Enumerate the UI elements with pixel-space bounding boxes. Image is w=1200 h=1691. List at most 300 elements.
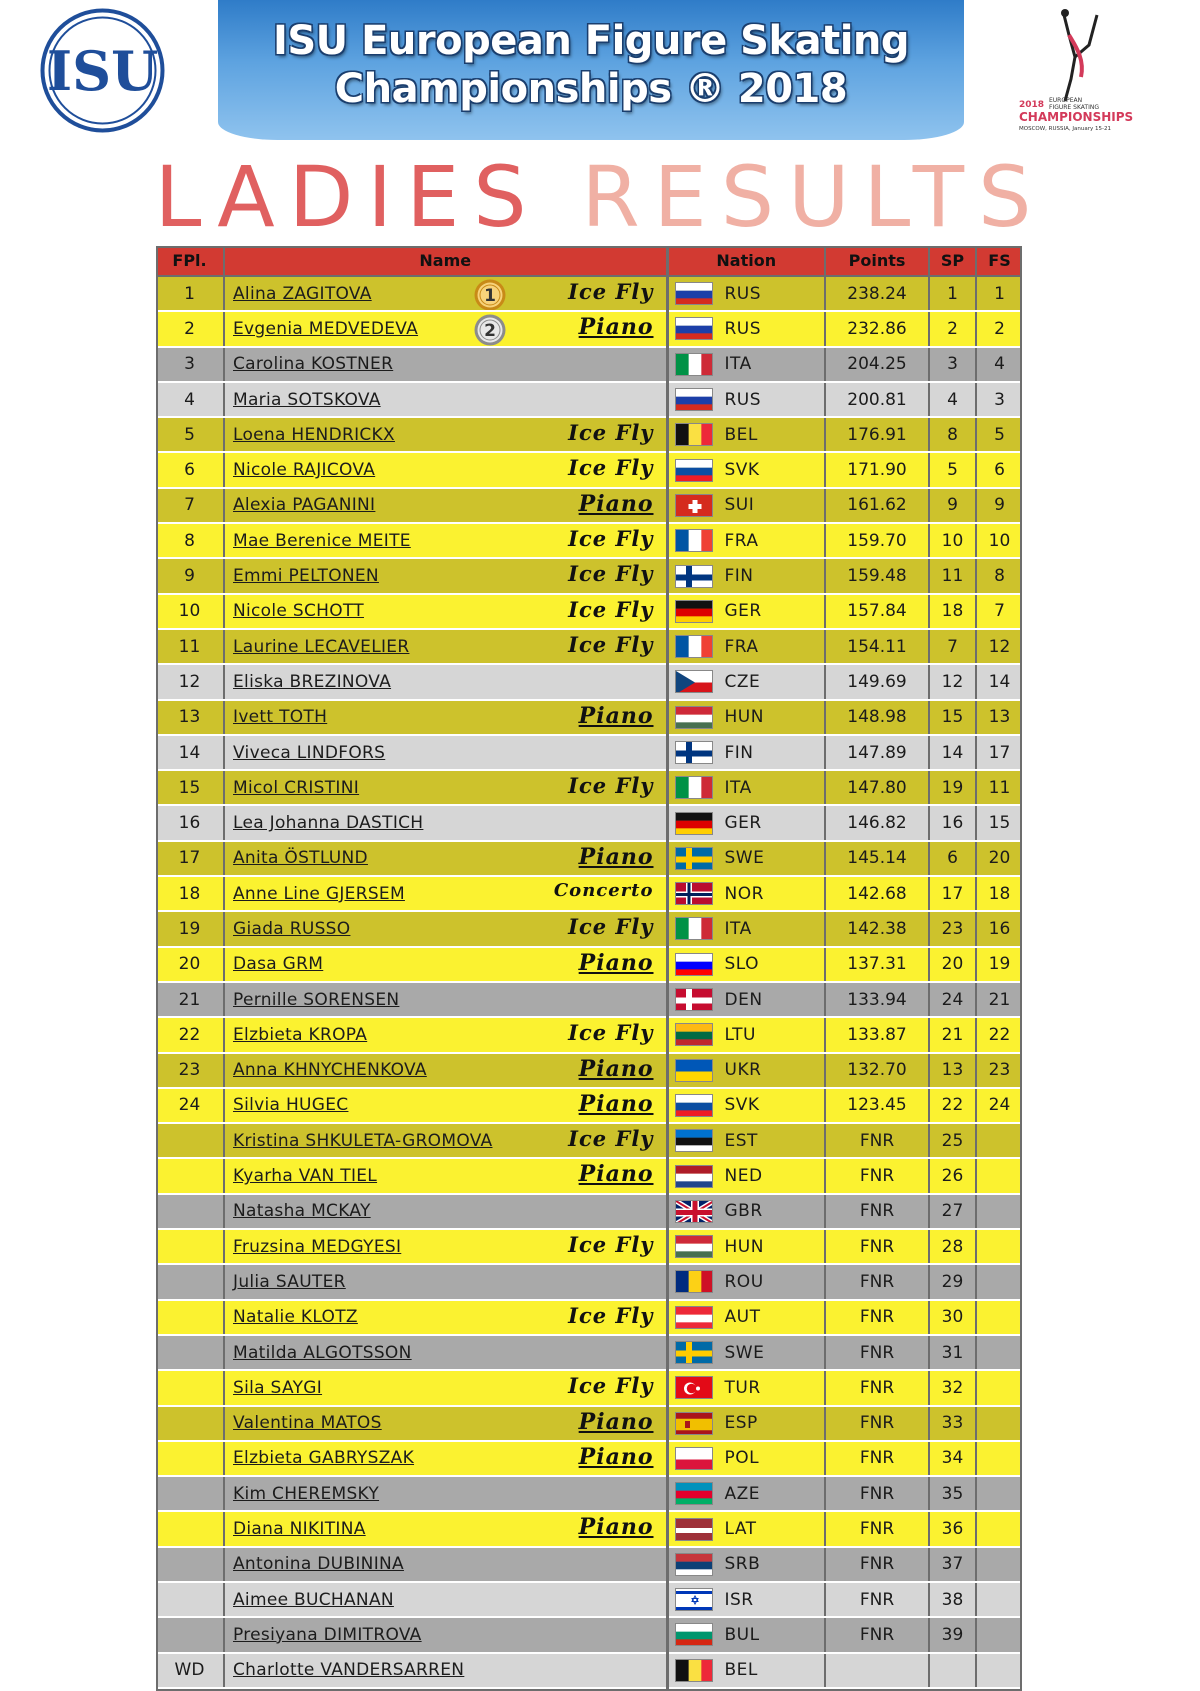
nation-cell [667,876,825,911]
points-cell: FNR [825,1158,929,1193]
header-points: Points [825,246,929,276]
table-row [156,1547,1022,1582]
nation-code: RUS [724,389,762,410]
skater-name-link[interactable]: Diana NIKITINA [233,1519,366,1540]
points-cell: 238.24 [825,276,929,311]
skater-name-link[interactable]: Viveca LINDFORS [233,742,386,763]
nation-code: FIN [724,742,754,763]
skater-name-link[interactable]: Dasa GRM [233,954,324,975]
svg-text:EUROPEAN: EUROPEAN [1049,97,1083,104]
skater-name-link[interactable]: Kim CHEREMSKY [233,1483,380,1504]
place-cell [156,1582,224,1617]
fs-cell [976,1300,1022,1335]
points-cell: 148.98 [825,700,929,735]
svg-text:2: 2 [484,321,496,342]
place-cell: 19 [156,911,224,946]
ger-flag-icon [675,812,713,835]
sp-cell: 17 [929,876,976,911]
sp-cell: 21 [929,1017,976,1052]
place-cell: 20 [156,947,224,982]
skater-name-link[interactable]: Sila SAYGI [233,1377,323,1398]
fin-flag-icon [675,565,713,588]
place-cell [156,1229,224,1264]
fs-cell: 3 [976,382,1022,417]
ned-flag-icon [675,1165,713,1188]
nation-cell [667,805,825,840]
fs-cell: 2 [976,311,1022,346]
place-cell [156,1511,224,1546]
name-cell [224,1617,667,1652]
sponsor-brand: Ice Fly [568,1373,654,1399]
nation-cell [667,1229,825,1264]
fs-cell: 13 [976,700,1022,735]
nation-cell [667,1406,825,1441]
nation-code: NOR [724,883,764,904]
ita-flag-icon [675,353,713,376]
name-cell [224,735,667,770]
name-cell [224,311,667,346]
fs-cell: 9 [976,488,1022,523]
sp-cell: 25 [929,1123,976,1158]
table-row [156,558,1022,593]
fs-cell: 19 [976,947,1022,982]
sp-cell: 11 [929,558,976,593]
nation-code: BEL [724,424,758,445]
nation-code: GER [724,813,762,834]
srb-flag-icon [675,1553,713,1576]
nation-cell [667,770,825,805]
skater-name-link[interactable]: Alexia PAGANINI [233,495,376,516]
skater-name-link[interactable]: Fruzsina MEDGYESI [233,1236,402,1257]
nation-code: UKR [724,1060,762,1081]
skater-name-link[interactable]: Loena HENDRICKX [233,424,395,445]
skater-name-link[interactable]: Anita ÖSTLUND [233,848,368,869]
nation-cell [667,1088,825,1123]
sp-cell: 7 [929,629,976,664]
nation-code: SLO [724,954,760,975]
nation-code: SWE [724,848,765,869]
nation-code: SRB [724,1554,761,1575]
sp-cell: 30 [929,1300,976,1335]
skater-name-link[interactable]: Natalie KLOTZ [233,1307,358,1328]
points-cell: 133.87 [825,1017,929,1052]
sp-cell: 24 [929,982,976,1017]
fs-cell: 11 [976,770,1022,805]
table-row [156,1617,1022,1652]
points-cell: 176.91 [825,417,929,452]
name-cell [224,1476,667,1511]
points-cell: 159.70 [825,523,929,558]
place-cell [156,1194,224,1229]
sponsor-brand: Piano [578,949,654,976]
name-cell [224,664,667,699]
name-cell [224,1017,667,1052]
header-fpl: FPl. [156,246,224,276]
sponsor-brand: Ice Fly [568,1126,654,1152]
sponsor-brand: Ice Fly [568,1232,654,1258]
table-row [156,1017,1022,1052]
fs-cell [976,1441,1022,1476]
points-cell: 204.25 [825,347,929,382]
ita-flag-icon [675,917,713,940]
sponsor-brand: Piano [578,314,654,341]
ita-flag-icon [675,776,713,799]
fs-cell [976,1370,1022,1405]
place-cell: 13 [156,700,224,735]
skater-name-link[interactable]: Mae Berenice MEITE [233,530,411,551]
points-cell: 133.94 [825,982,929,1017]
svg-text:FIGURE SKATING: FIGURE SKATING [1049,104,1099,111]
points-cell: 142.68 [825,876,929,911]
place-cell: 7 [156,488,224,523]
sponsor-brand: Ice Fly [568,1020,654,1046]
skater-name-link[interactable]: Natasha MCKAY [233,1201,371,1222]
header-nation: Nation [667,246,825,276]
nation-cell [667,1370,825,1405]
skater-name-link[interactable]: Carolina KOSTNER [233,354,394,375]
nation-cell [667,382,825,417]
sponsor-brand: Ice Fly [568,914,654,940]
skater-name-link[interactable]: Silvia HUGEC [233,1095,349,1116]
ger-flag-icon [675,600,713,623]
nation-code: DEN [724,989,763,1010]
name-cell [224,1653,667,1688]
name-cell [224,876,667,911]
name-cell [224,1547,667,1582]
name-cell [224,1406,667,1441]
nation-cell [667,311,825,346]
skater-name-link[interactable]: Alina ZAGITOVA [233,283,372,304]
nation-code: LAT [724,1519,757,1540]
skater-name-link[interactable]: Laurine LECAVELIER [233,636,410,657]
skater-name-link[interactable]: Matilda ALGOTSSON [233,1342,412,1363]
name-cell [224,452,667,487]
table-row [156,664,1022,699]
place-cell: 1 [156,276,224,311]
table-row [156,805,1022,840]
slo-flag-icon [675,953,713,976]
sp-cell: 39 [929,1617,976,1652]
svg-text:MOSCOW, RUSSIA, January 15-21: MOSCOW, RUSSIA, January 15-21 [1019,126,1111,132]
fs-cell: 15 [976,805,1022,840]
sp-cell: 8 [929,417,976,452]
nation-code: FRA [724,636,759,657]
name-cell [224,629,667,664]
nation-cell [667,700,825,735]
name-cell [224,1229,667,1264]
name-cell [224,1123,667,1158]
sp-cell: 37 [929,1547,976,1582]
fs-cell [976,1335,1022,1370]
table-header-row [156,246,1022,276]
sponsor-brand: Ice Fly [568,279,654,304]
nation-code: HUN [724,707,764,728]
points-cell: 123.45 [825,1088,929,1123]
header-sp: SP [929,246,976,276]
swe-flag-icon [675,847,713,870]
table-row [156,382,1022,417]
nation-code: LTU [724,1024,756,1045]
place-cell: 14 [156,735,224,770]
nation-cell [667,947,825,982]
points-cell: FNR [825,1582,929,1617]
nation-cell [667,1300,825,1335]
skater-name-link[interactable]: Elzbieta KROPA [233,1024,368,1045]
table-row [156,982,1022,1017]
rus-flag-icon [675,317,713,340]
fs-cell: 5 [976,417,1022,452]
sponsor-brand: Ice Fly [568,773,654,799]
skater-name-link[interactable]: Antonina DUBININA [233,1554,404,1575]
est-flag-icon [675,1129,713,1152]
name-cell [224,594,667,629]
nation-cell [667,1476,825,1511]
name-cell [224,1582,667,1617]
rus-flag-icon [675,388,713,411]
nation-cell [667,594,825,629]
nation-code: TUR [724,1377,761,1398]
points-cell: FNR [825,1547,929,1582]
table-row [156,700,1022,735]
fra-flag-icon [675,529,713,552]
sui-flag-icon [675,494,713,517]
nation-cell [667,558,825,593]
sp-cell: 16 [929,805,976,840]
sp-cell: 36 [929,1511,976,1546]
banner-title-line1: ISU European Figure Skating [272,18,910,64]
nation-code: SUI [724,495,755,516]
nation-cell [667,276,825,311]
swe-flag-icon [675,1341,713,1364]
nation-code: GER [724,601,762,622]
nation-cell [667,417,825,452]
table-row [156,276,1022,311]
hun-flag-icon [675,1235,713,1258]
nation-cell [667,735,825,770]
sp-cell: 22 [929,1088,976,1123]
den-flag-icon [675,988,713,1011]
skater-name-link[interactable]: Micol CRISTINI [233,777,360,798]
ukr-flag-icon [675,1059,713,1082]
sponsor-brand: Ice Fly [568,561,654,587]
skater-name-link[interactable]: Charlotte VANDERSARREN [233,1660,465,1681]
place-cell [156,1158,224,1193]
place-cell [156,1370,224,1405]
sp-cell: 31 [929,1335,976,1370]
skater-name-link[interactable]: Julia SAUTER [233,1271,346,1292]
fra-flag-icon [675,635,713,658]
skater-name-link[interactable]: Lea Johanna DASTICH [233,813,424,834]
nation-code: ESP [724,1413,758,1434]
table-row [156,876,1022,911]
points-cell: 161.62 [825,488,929,523]
hun-flag-icon [675,706,713,729]
nation-code: SWE [724,1342,765,1363]
bel-flag-icon [675,1659,713,1682]
svk-flag-icon [675,459,713,482]
skater-name-link[interactable]: Kristina SHKULETA-GROMOVA [233,1130,493,1151]
name-cell [224,276,667,311]
nation-code: SVK [724,1095,760,1116]
points-cell: FNR [825,1335,929,1370]
nation-cell [667,982,825,1017]
skater-name-link[interactable]: Valentina MATOS [233,1413,382,1434]
points-cell: FNR [825,1406,929,1441]
fs-cell: 21 [976,982,1022,1017]
place-cell: 24 [156,1088,224,1123]
sponsor-brand: Piano [578,1408,654,1435]
skater-name-link[interactable]: Elzbieta GABRYSZAK [233,1448,415,1469]
name-cell [224,1370,667,1405]
points-cell: FNR [825,1511,929,1546]
skater-name-link[interactable]: Emmi PELTONEN [233,566,379,587]
skater-name-link[interactable]: Maria SOTSKOVA [233,389,381,410]
sponsor-brand: Ice Fly [568,1302,654,1328]
nation-code: ITA [724,777,752,798]
tur-flag-icon [675,1376,713,1399]
sponsor-brand: Piano [578,702,654,729]
points-cell: FNR [825,1300,929,1335]
table-row [156,1053,1022,1088]
fin-flag-icon [675,741,713,764]
sp-cell: 2 [929,311,976,346]
rus-flag-icon [675,282,713,305]
name-cell [224,1088,667,1123]
skater-name-link[interactable]: Nicole SCHOTT [233,601,364,622]
skater-name-link[interactable]: Presiyana DIMITROVA [233,1624,422,1645]
skater-name-link[interactable]: Kyarha VAN TIEL [233,1166,378,1187]
bul-flag-icon [675,1623,713,1646]
table-row [156,735,1022,770]
sp-cell: 1 [929,276,976,311]
name-cell [224,1158,667,1193]
points-cell: 200.81 [825,382,929,417]
skater-name-link[interactable]: Eliska BREZINOVA [233,671,392,692]
skater-name-link[interactable]: Anne Line GJERSEM [233,883,405,904]
fs-cell [976,1406,1022,1441]
points-cell: 157.84 [825,594,929,629]
place-cell [156,1264,224,1299]
nation-code: FIN [724,566,754,587]
fs-cell [976,1229,1022,1264]
place-cell: 11 [156,629,224,664]
skater-name-link[interactable]: Anna KHNYCHENKOVA [233,1060,427,1081]
nation-code: RUS [724,283,762,304]
nation-cell [667,1441,825,1476]
table-row [156,947,1022,982]
svg-text:1: 1 [484,286,496,306]
nation-code: ISR [724,1589,754,1610]
sp-cell [929,1653,976,1688]
table-row [156,1300,1022,1335]
sponsor-brand: Piano [578,1090,654,1117]
nation-code: ROU [724,1271,764,1292]
nation-code: FRA [724,530,759,551]
place-cell [156,1406,224,1441]
table-row [156,594,1022,629]
nation-code: BUL [724,1624,760,1645]
nation-cell [667,629,825,664]
sp-cell: 9 [929,488,976,523]
sponsor-brand: Ice Fly [568,631,654,657]
nation-cell [667,1158,825,1193]
nation-cell [667,452,825,487]
sp-cell: 6 [929,841,976,876]
fs-cell [976,1123,1022,1158]
skater-name-link[interactable]: Nicole RAJICOVA [233,460,376,481]
sp-cell: 18 [929,594,976,629]
nation-cell [667,1335,825,1370]
nation-cell [667,523,825,558]
name-cell [224,382,667,417]
sp-cell: 34 [929,1441,976,1476]
nation-cell [667,911,825,946]
place-cell: 4 [156,382,224,417]
skater-name-link[interactable]: Pernille SORENSEN [233,989,400,1010]
lat-flag-icon [675,1518,713,1541]
table-row [156,841,1022,876]
aze-flag-icon [675,1482,713,1505]
skater-name-link[interactable]: Giada RUSSO [233,918,351,939]
aut-flag-icon [675,1306,713,1329]
sponsor-brand: Ice Fly [568,420,654,446]
fs-cell: 22 [976,1017,1022,1052]
name-cell [224,488,667,523]
points-cell [825,1653,929,1688]
fs-cell [976,1264,1022,1299]
points-cell: FNR [825,1123,929,1158]
event-banner [218,0,964,140]
sponsor-brand: Piano [578,490,654,517]
points-cell: 147.89 [825,735,929,770]
sponsor-brand: Ice Fly [568,596,654,622]
nation-code: ITA [724,918,752,939]
points-cell: 232.86 [825,311,929,346]
place-cell: 21 [156,982,224,1017]
name-cell [224,805,667,840]
table-row [156,1229,1022,1264]
name-cell [224,523,667,558]
nation-cell [667,347,825,382]
sp-cell: 35 [929,1476,976,1511]
gbr-flag-icon [675,1200,713,1223]
nation-cell [667,841,825,876]
skater-name-link[interactable]: Ivett TOTH [233,707,328,728]
table-row [156,452,1022,487]
skater-name-link[interactable]: Evgenia MEDVEDEVA [233,318,419,339]
place-cell: 12 [156,664,224,699]
place-cell [156,1123,224,1158]
sp-cell: 15 [929,700,976,735]
nation-cell [667,1264,825,1299]
points-cell: 142.38 [825,911,929,946]
fs-cell [976,1158,1022,1193]
page-title [0,148,1200,246]
sponsor-brand: Concerto [553,880,654,902]
name-cell [224,1194,667,1229]
nation-cell [667,1511,825,1546]
points-cell: 146.82 [825,805,929,840]
isu-logo-text: ISU [46,39,159,103]
championships-logo [1005,5,1155,135]
sp-cell: 14 [929,735,976,770]
skater-name-link[interactable]: Aimee BUCHANAN [233,1589,394,1610]
banner-title-line2: Championships ® 2018 [334,66,848,112]
nation-cell [667,664,825,699]
isr-flag-icon [675,1588,713,1611]
table-row [156,1370,1022,1405]
table-row [156,1088,1022,1123]
